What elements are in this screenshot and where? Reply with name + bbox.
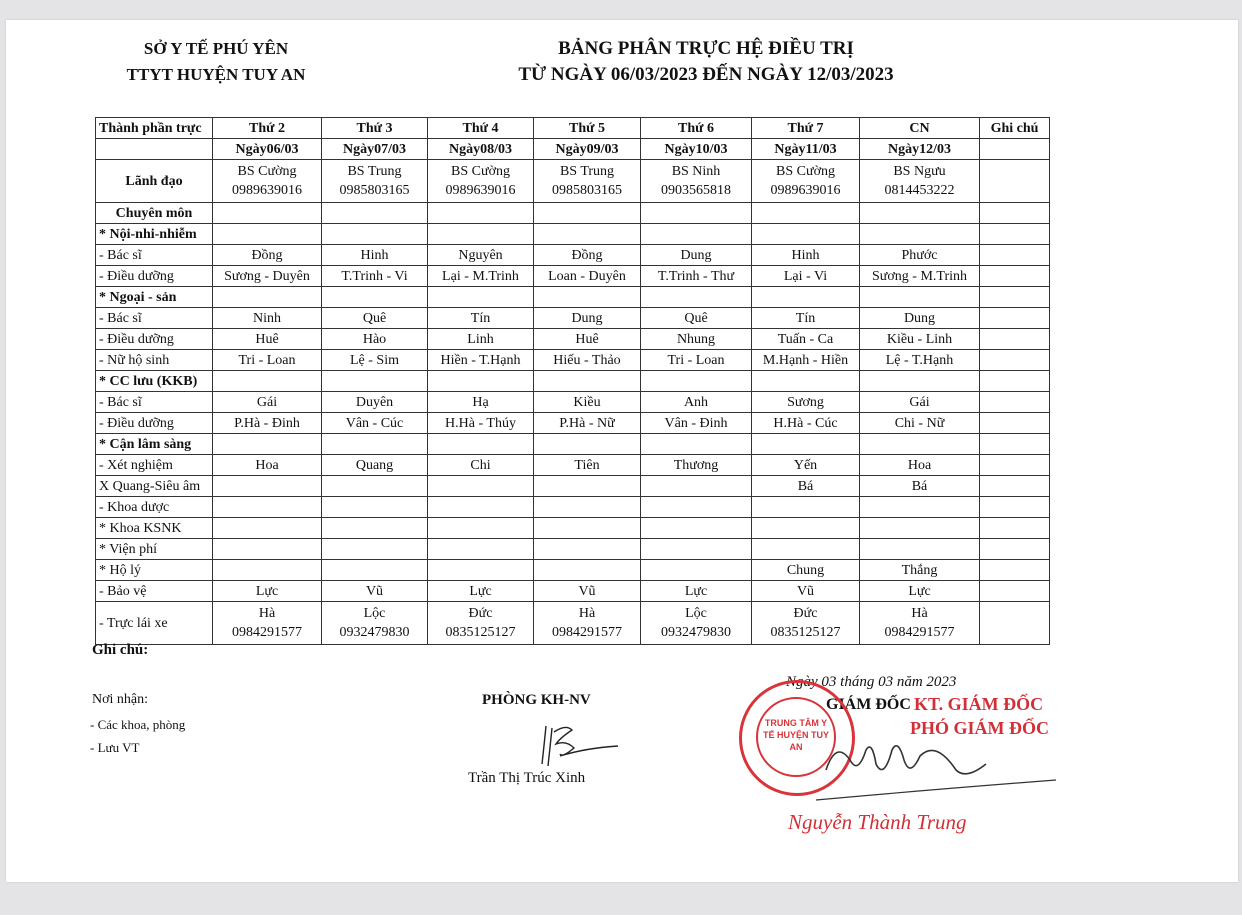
date-header: Ngày12/03	[860, 139, 980, 160]
duty-cell: Vân - Cúc	[322, 413, 428, 434]
duty-cell: Nhung	[641, 329, 752, 350]
duty-cell: Hoa	[213, 455, 322, 476]
duty-cell: Chung	[752, 560, 860, 581]
leader-cell	[534, 160, 641, 203]
duty-cell	[428, 224, 534, 245]
duty-cell: Nguyên	[428, 245, 534, 266]
director-title: GIÁM ĐỐC	[826, 696, 911, 713]
note-cell	[980, 245, 1050, 266]
note-cell	[980, 434, 1050, 455]
driver-phone: 0984291577	[552, 625, 622, 640]
duty-cell: Tuấn - Ca	[752, 329, 860, 350]
driver-name: Lộc	[685, 606, 707, 621]
row-label: - Điều dưỡng	[96, 266, 213, 287]
duty-cell: Lệ - Sim	[322, 350, 428, 371]
org-line-1: SỞ Y TẾ PHÚ YÊN	[143, 39, 289, 58]
day-header: Thứ 2	[213, 118, 322, 139]
driver-cell	[428, 602, 534, 645]
duty-cell	[213, 560, 322, 581]
leader-name: BS Trung	[347, 164, 402, 179]
duty-cell: Tri - Loan	[641, 350, 752, 371]
note-cell	[980, 413, 1050, 434]
date-header: Ngày09/03	[534, 139, 641, 160]
duty-cell	[213, 497, 322, 518]
duty-cell	[213, 287, 322, 308]
driver-phone: 0932479830	[339, 625, 410, 640]
table-row	[96, 434, 1050, 455]
duty-cell: Thắng	[860, 560, 980, 581]
duty-cell	[860, 518, 980, 539]
duty-cell	[428, 434, 534, 455]
driver-phone: 0835125127	[770, 625, 841, 640]
duty-cell	[213, 434, 322, 455]
duty-cell	[641, 371, 752, 392]
duty-cell: Duyên	[322, 392, 428, 413]
driver-phone: 0984291577	[884, 625, 955, 640]
leaders-row	[96, 160, 1050, 203]
note-cell	[980, 560, 1050, 581]
duty-cell: Linh	[428, 329, 534, 350]
duty-cell	[428, 371, 534, 392]
duty-cell: Đồng	[213, 245, 322, 266]
document-page	[6, 20, 1238, 882]
duty-cell	[428, 203, 534, 224]
department-signer-name: Trần Thị Trúc Xinh	[468, 770, 586, 786]
duty-cell: Đồng	[534, 245, 641, 266]
duty-cell: P.Hà - Đinh	[213, 413, 322, 434]
row-label: Lãnh đạo	[96, 160, 213, 203]
row-label: - Bảo vệ	[96, 581, 213, 602]
leader-phone: 0814453222	[884, 183, 955, 198]
duty-cell: Chi	[428, 455, 534, 476]
duty-cell: Vũ	[534, 581, 641, 602]
duty-cell	[752, 203, 860, 224]
duty-cell	[213, 518, 322, 539]
row-label: - Khoa dược	[96, 497, 213, 518]
day-header: Thứ 6	[641, 118, 752, 139]
duty-cell	[641, 434, 752, 455]
driver-name: Đức	[468, 606, 493, 621]
note-cell	[980, 455, 1050, 476]
corner-header: Thành phần trực	[96, 118, 213, 139]
duty-cell: Chi - Nữ	[860, 413, 980, 434]
note-cell	[980, 160, 1050, 203]
note-cell	[980, 371, 1050, 392]
director-signer-name: Nguyễn Thành Trung	[788, 810, 967, 834]
duty-cell	[641, 497, 752, 518]
duty-cell: Thương	[641, 455, 752, 476]
duty-cell	[860, 287, 980, 308]
duty-cell: Loan - Duyên	[534, 266, 641, 287]
duty-cell	[322, 518, 428, 539]
duty-cell	[534, 224, 641, 245]
leader-cell	[641, 160, 752, 203]
duty-cell: Vũ	[752, 581, 860, 602]
leader-name: BS Cường	[451, 164, 510, 179]
day-header: CN	[860, 118, 980, 139]
duty-cell	[860, 224, 980, 245]
row-label: - Nữ hộ sinh	[96, 350, 213, 371]
recipients-title: Nơi nhận:	[92, 692, 149, 707]
row-label: * CC lưu (KKB)	[96, 371, 213, 392]
department-title: PHÒNG KH-NV	[482, 692, 591, 708]
empty-cell	[980, 139, 1050, 160]
duty-cell	[752, 518, 860, 539]
organization-header	[96, 36, 336, 88]
driver-phone: 0984291577	[232, 625, 302, 640]
duty-cell	[860, 497, 980, 518]
duty-cell: Tín	[428, 308, 534, 329]
duty-cell	[322, 371, 428, 392]
duty-cell: H.Hà - Thúy	[428, 413, 534, 434]
row-label: - Điều dưỡng	[96, 329, 213, 350]
duty-cell: Lực	[213, 581, 322, 602]
row-label: * Viện phí	[96, 539, 213, 560]
duty-cell: Dung	[534, 308, 641, 329]
duty-cell	[752, 497, 860, 518]
duty-cell: Vũ	[322, 581, 428, 602]
table-row	[96, 518, 1050, 539]
duty-cell	[213, 476, 322, 497]
driver-name: Hà	[578, 606, 596, 621]
duty-cell	[641, 203, 752, 224]
driver-cell	[213, 602, 322, 645]
recipient-item: - Các khoa, phòng	[90, 717, 186, 732]
note-cell	[980, 476, 1050, 497]
duty-cell	[322, 497, 428, 518]
row-label: - Xét nghiệm	[96, 455, 213, 476]
duty-cell: Quê	[322, 308, 428, 329]
leader-cell	[860, 160, 980, 203]
note-cell	[980, 350, 1050, 371]
deputy-director-title: PHÓ GIÁM ĐỐC	[910, 718, 1049, 738]
duty-cell	[428, 497, 534, 518]
duty-cell: Gái	[213, 392, 322, 413]
note-cell	[980, 392, 1050, 413]
duty-cell	[534, 518, 641, 539]
note-cell	[980, 497, 1050, 518]
driver-name: Đức	[793, 606, 818, 621]
table-row	[96, 560, 1050, 581]
duty-cell	[534, 539, 641, 560]
date-header: Ngày10/03	[641, 139, 752, 160]
leader-phone: 0989639016	[445, 183, 516, 198]
kt-director-title: KT. GIÁM ĐỐC	[914, 694, 1044, 714]
duty-cell	[752, 287, 860, 308]
table-row	[96, 497, 1050, 518]
day-header: Thứ 3	[322, 118, 428, 139]
header-row-days	[96, 118, 1050, 139]
note-cell	[980, 602, 1050, 645]
duty-cell: Bá	[752, 476, 860, 497]
duty-cell	[213, 224, 322, 245]
empty-cell	[96, 139, 213, 160]
duty-cell	[641, 560, 752, 581]
duty-cell	[322, 539, 428, 560]
date-header: Ngày11/03	[752, 139, 860, 160]
date-header: Ngày07/03	[322, 139, 428, 160]
driver-cell	[752, 602, 860, 645]
header-row-dates	[96, 139, 1050, 160]
duty-cell: Huê	[534, 329, 641, 350]
duty-cell: Kiều	[534, 392, 641, 413]
note-cell	[980, 518, 1050, 539]
director-signature	[806, 720, 1066, 810]
document-title	[436, 36, 976, 88]
duty-cell	[428, 518, 534, 539]
table-row	[96, 392, 1050, 413]
duty-cell	[534, 434, 641, 455]
duty-cell: Hiền - T.Hạnh	[428, 350, 534, 371]
table-row	[96, 287, 1050, 308]
duty-cell	[752, 371, 860, 392]
duty-cell	[322, 434, 428, 455]
duty-cell: Sương - M.Trinh	[860, 266, 980, 287]
note-cell	[980, 224, 1050, 245]
duty-cell	[860, 371, 980, 392]
duty-cell	[534, 560, 641, 581]
duty-cell: Phước	[860, 245, 980, 266]
note-cell	[980, 203, 1050, 224]
leader-cell	[213, 160, 322, 203]
table-row	[96, 308, 1050, 329]
row-label: - Bác sĩ	[96, 392, 213, 413]
duty-cell: Kiều - Linh	[860, 329, 980, 350]
note-cell	[980, 539, 1050, 560]
date-header: Ngày08/03	[428, 139, 534, 160]
duty-cell: Lực	[641, 581, 752, 602]
row-label: * Ngoại - sản	[96, 287, 213, 308]
duty-cell: Dung	[860, 308, 980, 329]
duty-cell: Hinh	[322, 245, 428, 266]
table-row	[96, 413, 1050, 434]
table-row	[96, 455, 1050, 476]
leader-name: BS Cường	[776, 164, 835, 179]
table-row	[96, 245, 1050, 266]
duty-cell: Lực	[428, 581, 534, 602]
driver-cell	[322, 602, 428, 645]
org-line-2: TTYT HUYỆN TUY AN	[126, 65, 306, 84]
duty-cell	[322, 224, 428, 245]
leader-phone: 0903565818	[661, 183, 731, 198]
leader-name: BS Cường	[237, 164, 297, 179]
duty-cell: Vân - Đinh	[641, 413, 752, 434]
duty-cell: Hạ	[428, 392, 534, 413]
duty-cell: Tín	[752, 308, 860, 329]
duty-cell	[860, 434, 980, 455]
duty-cell	[860, 203, 980, 224]
row-label: X Quang-Siêu âm	[96, 476, 213, 497]
table-row	[96, 476, 1050, 497]
duty-cell: T.Trinh - Thư	[641, 266, 752, 287]
duty-cell: Huê	[213, 329, 322, 350]
row-label: Chuyên môn	[96, 203, 213, 224]
duty-cell: Ninh	[213, 308, 322, 329]
duty-cell: Quê	[641, 308, 752, 329]
table-row	[96, 581, 1050, 602]
duty-cell: Hiếu - Thảo	[534, 350, 641, 371]
note-cell	[980, 287, 1050, 308]
row-label: * Nội-nhi-nhiễm	[96, 224, 213, 245]
duty-cell: Tri - Loan	[213, 350, 322, 371]
day-header: Thứ 5	[534, 118, 641, 139]
duty-cell: Gái	[860, 392, 980, 413]
duty-cell: Lại - Vi	[752, 266, 860, 287]
driver-name: Hà	[911, 606, 928, 621]
duty-cell	[641, 476, 752, 497]
row-label: - Điều dưỡng	[96, 413, 213, 434]
seal-text: TRUNG TÂM Y TẾ HUYỆN TUY AN	[762, 718, 829, 752]
driver-cell	[534, 602, 641, 645]
leader-name: BS Trung	[559, 164, 615, 179]
leader-name: BS Ngưu	[893, 164, 946, 179]
department-signature	[526, 718, 626, 770]
duty-cell	[534, 476, 641, 497]
leader-phone: 0989639016	[232, 183, 302, 198]
duty-cell: H.Hà - Cúc	[752, 413, 860, 434]
row-label: - Bác sĩ	[96, 308, 213, 329]
driver-cell	[860, 602, 980, 645]
notes-label: Ghi chú:	[92, 642, 149, 658]
driver-name: Hà	[258, 606, 276, 621]
duty-cell	[534, 287, 641, 308]
duty-cell	[428, 560, 534, 581]
leader-cell	[752, 160, 860, 203]
duty-cell	[428, 287, 534, 308]
note-cell	[980, 308, 1050, 329]
duty-cell	[428, 539, 534, 560]
leader-name: BS Ninh	[671, 164, 721, 179]
duty-cell	[752, 224, 860, 245]
duty-cell	[641, 539, 752, 560]
leader-phone: 0985803165	[552, 183, 622, 198]
duty-cell: Lại - M.Trinh	[428, 266, 534, 287]
duty-cell	[534, 203, 641, 224]
note-cell	[980, 581, 1050, 602]
note-cell	[980, 266, 1050, 287]
duty-cell	[322, 560, 428, 581]
duty-cell: Yến	[752, 455, 860, 476]
row-label: * Hộ lý	[96, 560, 213, 581]
duty-cell: Lệ - T.Hạnh	[860, 350, 980, 371]
table-row	[96, 224, 1050, 245]
table-row	[96, 203, 1050, 224]
leader-cell	[322, 160, 428, 203]
driver-cell	[641, 602, 752, 645]
row-label: - Trực lái xe	[96, 602, 213, 645]
duty-cell	[752, 434, 860, 455]
duty-cell	[641, 287, 752, 308]
duty-cell	[534, 371, 641, 392]
duty-cell	[641, 224, 752, 245]
table-row	[96, 539, 1050, 560]
recipient-item: - Lưu VT	[90, 740, 140, 755]
date-header: Ngày06/03	[213, 139, 322, 160]
duty-cell: M.Hạnh - Hiền	[752, 350, 860, 371]
duty-cell: Lực	[860, 581, 980, 602]
duty-roster-table	[95, 117, 1050, 645]
duty-cell: T.Trinh - Vi	[322, 266, 428, 287]
duty-cell	[534, 497, 641, 518]
title-line-1: BẢNG PHÂN TRỰC HỆ ĐIỀU TRỊ	[558, 38, 854, 59]
duty-cell: Hinh	[752, 245, 860, 266]
duty-cell: Quang	[322, 455, 428, 476]
duty-cell	[213, 203, 322, 224]
table-row	[96, 350, 1050, 371]
row-label: - Bác sĩ	[96, 245, 213, 266]
leader-cell	[428, 160, 534, 203]
duty-cell	[428, 476, 534, 497]
title-line-2: TỪ NGÀY 06/03/2023 ĐẾN NGÀY 12/03/2023	[518, 64, 894, 85]
duty-cell: Anh	[641, 392, 752, 413]
row-label: * Cận lâm sàng	[96, 434, 213, 455]
duty-cell: Sương - Duyên	[213, 266, 322, 287]
table-row	[96, 371, 1050, 392]
duty-cell	[752, 539, 860, 560]
signing-date: Ngày 03 tháng 03 năm 2023	[786, 674, 957, 690]
day-header: Thứ 7	[752, 118, 860, 139]
duty-cell: Hào	[322, 329, 428, 350]
duty-cell: Bá	[860, 476, 980, 497]
duty-cell: Tiên	[534, 455, 641, 476]
roster-body	[96, 118, 1050, 645]
drivers-row	[96, 602, 1050, 645]
duty-cell: P.Hà - Nữ	[534, 413, 641, 434]
duty-cell	[213, 371, 322, 392]
duty-cell	[322, 476, 428, 497]
driver-phone: 0932479830	[661, 625, 731, 640]
duty-cell	[322, 203, 428, 224]
duty-cell	[641, 518, 752, 539]
leader-phone: 0989639016	[770, 183, 841, 198]
day-header: Thứ 4	[428, 118, 534, 139]
duty-cell	[322, 287, 428, 308]
duty-cell: Dung	[641, 245, 752, 266]
note-cell	[980, 329, 1050, 350]
driver-phone: 0835125127	[445, 625, 516, 640]
leader-phone: 0985803165	[339, 183, 410, 198]
row-label: * Khoa KSNK	[96, 518, 213, 539]
table-row	[96, 266, 1050, 287]
table-row	[96, 329, 1050, 350]
duty-cell: Hoa	[860, 455, 980, 476]
duty-cell: Sương	[752, 392, 860, 413]
duty-cell	[860, 539, 980, 560]
note-header: Ghi chú	[980, 118, 1050, 139]
driver-name: Lộc	[363, 606, 386, 621]
duty-cell	[213, 539, 322, 560]
